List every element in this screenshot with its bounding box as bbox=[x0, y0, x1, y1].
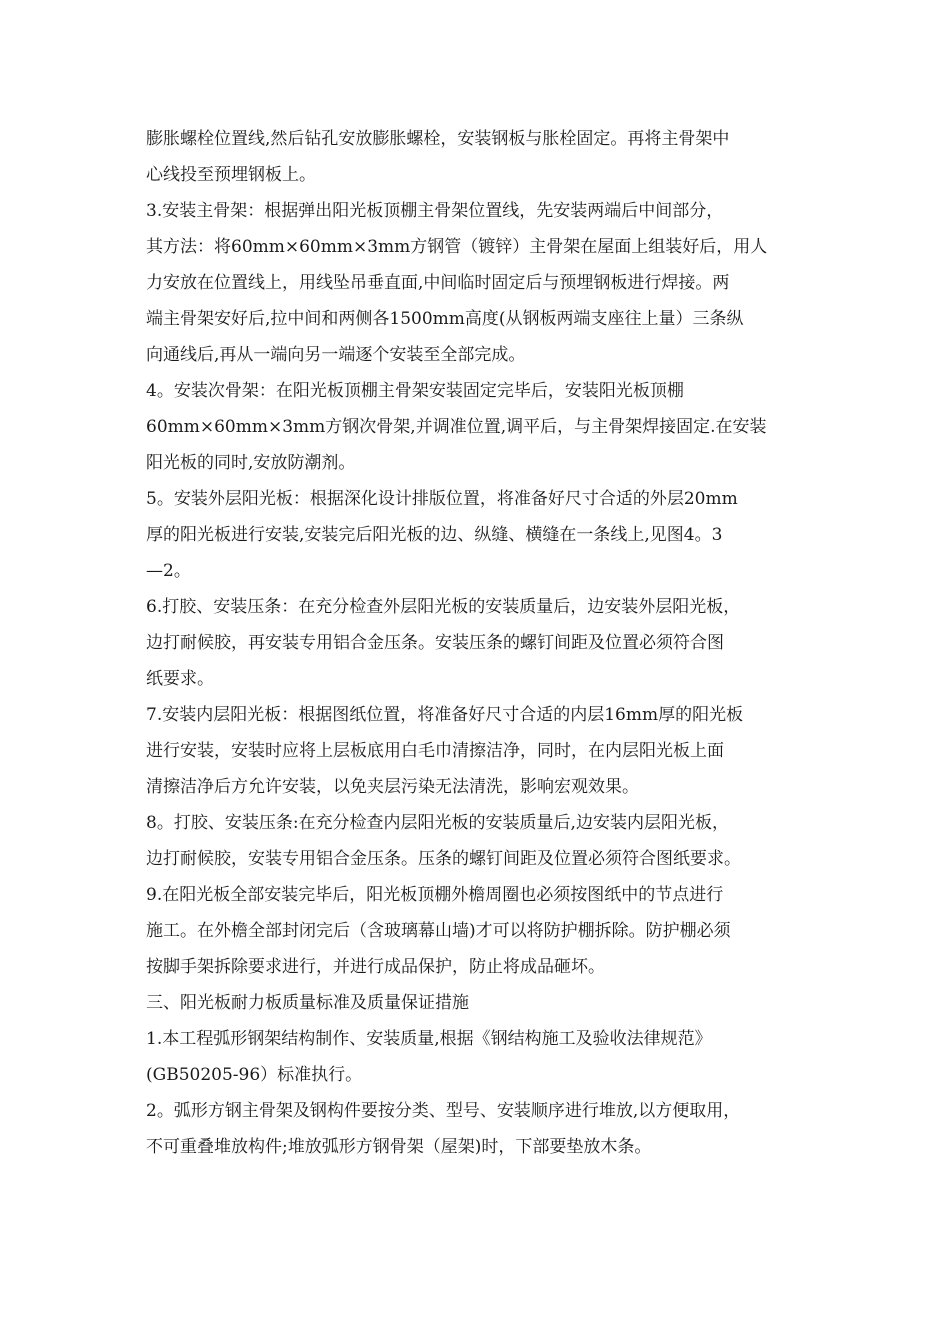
text-line: 心线投至预埋钢板上。 bbox=[146, 165, 316, 185]
text-line: 向通线后,再从一端向另一端逐个安装至全部完成。 bbox=[146, 345, 526, 365]
text-line: 纸要求。 bbox=[146, 669, 214, 689]
text-line: 4。安装次骨架：在阳光板顶棚主骨架安装固定完毕后，安装阳光板顶棚 bbox=[146, 381, 684, 401]
text-line: 施工。在外檐全部封闭完后（含玻璃幕山墙)才可以将防护棚拆除。防护棚必须 bbox=[146, 921, 731, 941]
text-line: 其方法：将60mm×60mm×3mm方钢管（镀锌）主骨架在屋面上组装好后，用人 bbox=[146, 237, 768, 257]
text-line: 3.安装主骨架：根据弹出阳光板顶棚主骨架位置线，先安装两端后中间部分， bbox=[146, 201, 724, 221]
body-text bbox=[146, 121, 818, 1165]
text-line: 6.打胶、安装压条：在充分检查外层阳光板的安装质量后，边安装外层阳光板， bbox=[146, 597, 741, 617]
text-line: 7.安装内层阳光板：根据图纸位置，将准备好尺寸合适的内层16mm厚的阳光板 bbox=[146, 705, 744, 725]
text-line: 膨胀螺栓位置线,然后钻孔安放膨胀螺栓，安装钢板与胀栓固定。再将主骨架中 bbox=[146, 129, 730, 149]
text-line: 1.本工程弧形钢架结构制作、安装质量,根据《钢结构施工及验收法律规范》 bbox=[146, 1029, 712, 1049]
section-heading: 三、阳光板耐力板质量标准及质量保证措施 bbox=[146, 993, 469, 1013]
text-line: 阳光板的同时,安放防潮剂。 bbox=[146, 453, 356, 473]
text-line: 2。弧形方钢主骨架及钢构件要按分类、型号、安装顺序进行堆放,以方便取用， bbox=[146, 1101, 741, 1121]
text-line: —2。 bbox=[146, 561, 191, 581]
text-line: 进行安装，安装时应将上层板底用白毛巾清擦洁净，同时，在内层阳光板上面 bbox=[146, 741, 724, 761]
text-line: 清擦洁净后方允许安装，以免夹层污染无法清洗，影响宏观效果。 bbox=[146, 777, 639, 797]
text-line: 边打耐候胶，安装专用铝合金压条。压条的螺钉间距及位置必须符合图纸要求。 bbox=[146, 849, 741, 869]
text-line: 按脚手架拆除要求进行，并进行成品保护，防止将成品砸坏。 bbox=[146, 957, 605, 977]
text-line: 端主骨架安好后,拉中间和两侧各1500mm高度(从钢板两端支座往上量）三条纵 bbox=[146, 309, 744, 329]
text-line: 力安放在位置线上，用线坠吊垂直面,中间临时固定后与预埋钢板进行焊接。两 bbox=[146, 273, 730, 293]
text-line: 厚的阳光板进行安装,安装完后阳光板的边、纵缝、横缝在一条线上,见图4。3 bbox=[146, 525, 723, 545]
text-line: 5。安装外层阳光板：根据深化设计排版位置，将准备好尺寸合适的外层20mm bbox=[146, 489, 738, 509]
text-line: (GB50205-96）标准执行。 bbox=[146, 1065, 363, 1085]
text-line: 不可重叠堆放构件;堆放弧形方钢骨架（屋架)时，下部要垫放木条。 bbox=[146, 1137, 652, 1157]
text-line: 9.在阳光板全部安装完毕后，阳光板顶棚外檐周圈也必须按图纸中的节点进行 bbox=[146, 885, 724, 905]
text-line: 60mm×60mm×3mm方钢次骨架,并调准位置,调平后，与主骨架焊接固定.在安装 bbox=[146, 417, 767, 437]
text-line: 边打耐候胶，再安装专用铝合金压条。安装压条的螺钉间距及位置必须符合图 bbox=[146, 633, 724, 653]
text-line: 8。打胶、安装压条:在充分检查内层阳光板的安装质量后,边安装内层阳光板， bbox=[146, 813, 729, 833]
